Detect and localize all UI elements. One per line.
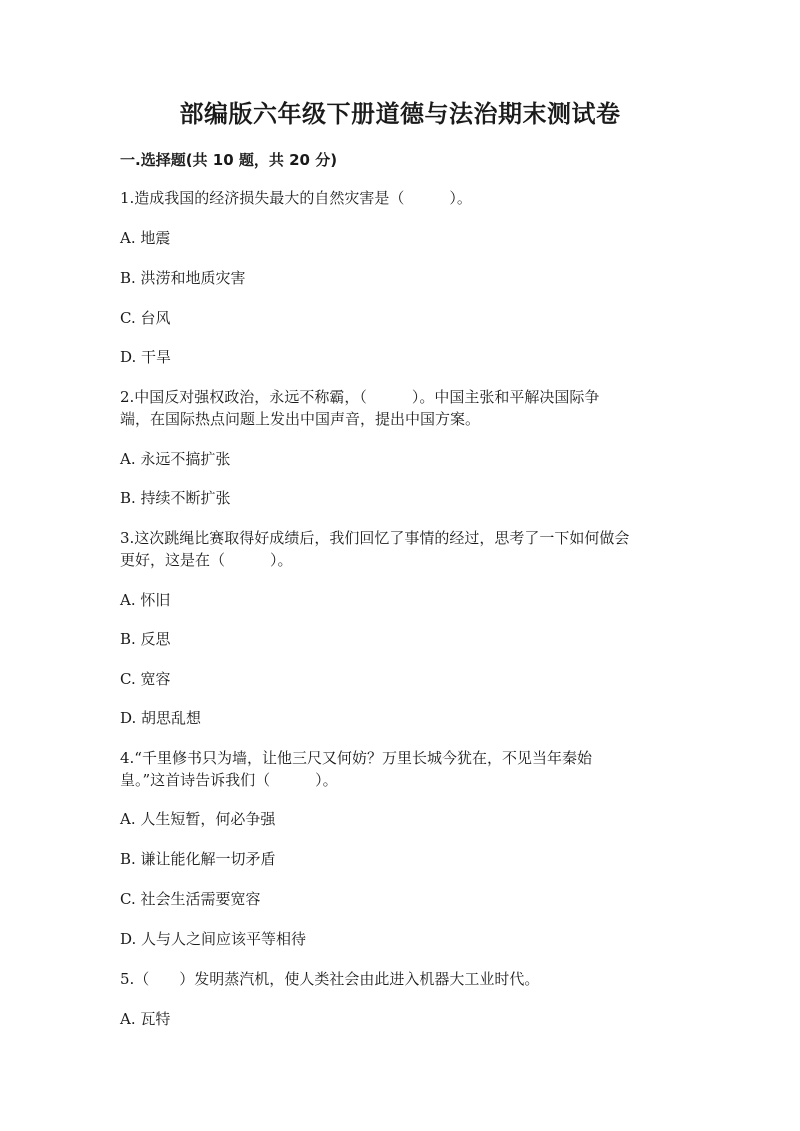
question-4-option-d[interactable]: D. 人与人之间应该平等相待 (120, 930, 307, 948)
question-3-option-d[interactable]: D. 胡思乱想 (120, 709, 202, 727)
question-1-option-d[interactable]: D. 干旱 (120, 348, 172, 366)
question-4-option-a[interactable]: A. 人生短暂，何必争强 (120, 810, 276, 828)
question-2-option-b[interactable]: B. 持续不断扩张 (120, 489, 231, 507)
question-2-text-line-2: 端，在国际热点问题上发出中国声音，提出中国方案。 (120, 410, 481, 428)
question-4-option-c[interactable]: C. 社会生活需要宽容 (120, 890, 261, 908)
question-4-option-b[interactable]: B. 谦让能化解一切矛盾 (120, 850, 276, 868)
question-3-option-b[interactable]: B. 反思 (120, 630, 171, 648)
question-1-option-b[interactable]: B. 洪涝和地质灾害 (120, 269, 246, 287)
question-1-option-c[interactable]: C. 台风 (120, 309, 171, 327)
question-4-text-line-2: 皇。”这首诗告诉我们（ ）。 (120, 771, 338, 789)
question-3-text-line-1: 3.这次跳绳比赛取得好成绩后，我们回忆了事情的经过，思考了一下如何做会 (120, 529, 630, 547)
question-5-text: 5.（ ）发明蒸汽机，使人类社会由此进入机器大工业时代。 (120, 970, 540, 988)
question-4-text-line-1: 4.“千里修书只为墙，让他三尺又何妨？万里长城今犹在，不见当年秦始 (120, 749, 592, 767)
question-1-text: 1.造成我国的经济损失最大的自然灾害是（ ）。 (120, 189, 472, 207)
question-3-text-line-2: 更好，这是在（ ）。 (120, 551, 293, 569)
question-2-option-a[interactable]: A. 永远不搞扩张 (120, 450, 231, 468)
question-1-option-a[interactable]: A. 地震 (120, 229, 171, 247)
question-5-option-a[interactable]: A. 瓦特 (120, 1010, 171, 1028)
document-title: 部编版六年级下册道德与法治期末测试卷 (179, 100, 621, 128)
question-3-option-a[interactable]: A. 怀旧 (120, 591, 171, 609)
section-heading: 一.选择题(共 10 题，共 20 分) (120, 151, 338, 169)
question-3-option-c[interactable]: C. 宽容 (120, 670, 171, 688)
question-2-text-line-1: 2.中国反对强权政治，永远不称霸，（ ）。中国主张和平解决国际争 (120, 388, 600, 406)
